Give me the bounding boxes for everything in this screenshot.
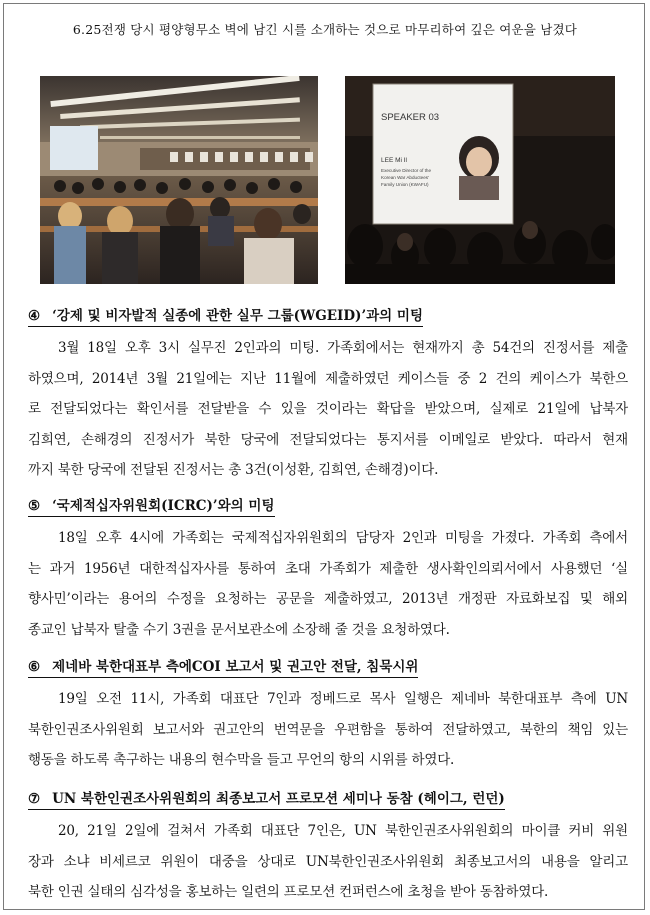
body-line: 19일 오전 11시, 가족회 대표단 7인과 정베드로 목사 일행은 제네바 북한대표부 측에 UN <box>58 691 628 707</box>
intro-text: 6.25전쟁 당시 평양형무소 벽에 남긴 시를 소개하는 것으로 마무리하여 깊은 여운을 남겼다 <box>72 22 578 37</box>
slide-speaker-name: LEE Mi Il <box>381 157 408 164</box>
section-body <box>28 523 628 645</box>
body-line: 3월 18일 오후 3시 실무진 2인과의 미팅. 가족회에서는 현재까지 총 54건의 진정서를 제출 <box>58 340 628 356</box>
slide-desc-line: Executive Director of the <box>381 168 432 173</box>
body-line: 김희연, 손해경의 진정서가 북한 당국에 전달되었다는 통지서를 이메일로 받았다. 따라서 현재 <box>28 431 628 448</box>
section-heading: ⑥ 제네바 북한대표부 측에COI 보고서 및 권고안 전달, 침묵시위 <box>28 655 418 678</box>
body-line: 까지 북한 당국에 전달된 진정서는 총 3건(이성환, 김희연, 손해경)이다. <box>28 462 439 478</box>
section-heading: ⑦ UN 북한인권조사위원회의 최종보고서 프로모션 세미나 동참 (헤이그, 런던) <box>28 787 505 810</box>
body-line: 18일 오후 4시에 가족회는 국제적십자위원회의 담당자 2인과 미팅을 가졌다. 가족회 측에서 <box>58 530 628 546</box>
body-line: 는 과거 1956년 대한적십자사를 통하여 초대 가족회가 제출한 생사확인의뢰서에서 사용했던 ‘실 <box>28 560 628 577</box>
section-wgeid-meeting <box>28 304 628 486</box>
body-line: 로 전달되었다는 확인서를 전달받을 수 있을 것이라는 확답을 받았으며, 실제로 21일에 납북자 <box>28 401 628 417</box>
section-icrc-meeting <box>28 494 628 645</box>
speaker-slide-photo <box>345 76 615 284</box>
body-line: 북한 인권 실태의 심각성을 홍보하는 일련의 프로모션 컨퍼런스에 초청을 받아 동참하였다. <box>28 884 549 900</box>
slide-desc-line: Family Union (KWAFU) <box>381 182 429 187</box>
section-coi-seminar <box>28 787 628 908</box>
slide-desc-line: Korean War Abductees' <box>381 175 429 180</box>
conference-audience-photo <box>40 76 318 284</box>
body-line: 20, 21일 2일에 걸쳐서 가족회 대표단 7인은, UN 북한인권조사위원회의 마이클 커비 위원 <box>58 823 628 839</box>
section-heading: ④ ‘강제 및 비자발적 실종에 관한 실무 그룹(WGEID)’과의 미팅 <box>28 304 423 327</box>
section-body <box>28 684 628 776</box>
body-line: 종교인 납북자 탈출 수기 3권을 문서보관소에 소장해 줄 것을 요청하였다. <box>28 621 450 638</box>
slide-title: SPEAKER 03 <box>381 112 440 123</box>
section-heading: ⑤ ‘국제적십자위원회(ICRC)’와의 미팅 <box>28 494 275 517</box>
speaker-portrait <box>459 136 499 200</box>
body-line: 장과 소냐 비세르코 위원이 대중을 상대로 UN북한인권조사위원회 최종보고서의 내용을 알리고 <box>28 853 628 870</box>
section-body <box>28 333 628 486</box>
section-body <box>28 816 628 908</box>
section-coi-report-delivery <box>28 655 628 776</box>
body-line: 북한인권조사위원회 보고서와 권고안의 번역문을 우편함을 통하여 전달하였고, 북한의 책임 있는 <box>28 721 628 738</box>
body-line: 행동을 하도록 촉구하는 내용의 현수막을 들고 무언의 항의 시위를 하였다. <box>28 752 455 768</box>
body-line: 향사민’이라는 용어의 수정을 요청하는 공문을 제출하였고, 2013년 개정판 자료화보집 및 해외 <box>28 591 628 607</box>
body-line: 하였으며, 2014년 3월 21일에는 지난 11월에 제출하였던 케이스들 중 2 건의 케이스가 북한으 <box>28 370 628 387</box>
